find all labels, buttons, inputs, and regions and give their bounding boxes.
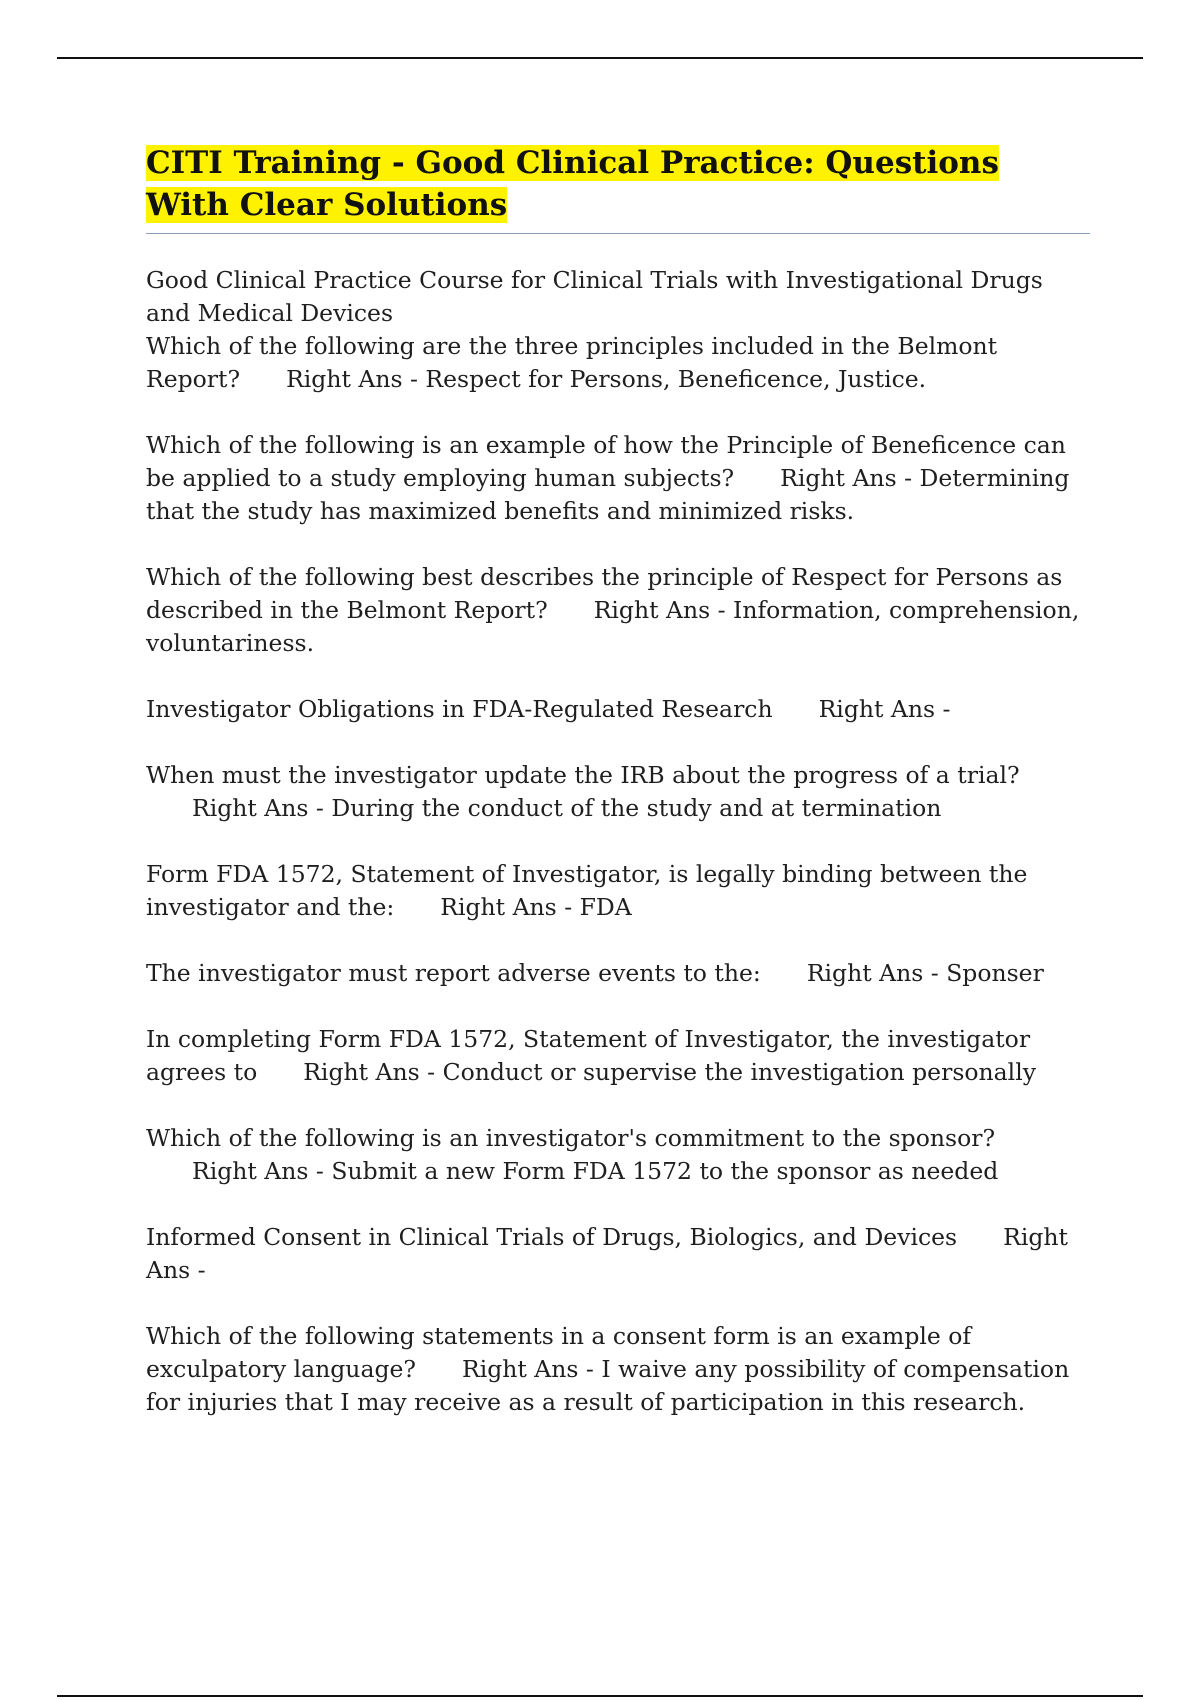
answer-text: Right Ans - Submit a new Form FDA 1572 to the sponsor as needed bbox=[192, 1157, 999, 1185]
answer-text: Right Ans - bbox=[818, 695, 951, 723]
answer-text: Right Ans - I waive any possibility of compensation for injuries that I may receive as a result of participation in this research. bbox=[146, 1355, 1070, 1416]
answer-text: Right Ans - FDA bbox=[440, 893, 632, 921]
qa-item bbox=[146, 429, 1090, 528]
answer-text: Right Ans - Determining that the study has maximized benefits and minimized risks. bbox=[146, 464, 1070, 525]
qa-item bbox=[146, 330, 1090, 396]
answer-text: Right Ans - Sponser bbox=[806, 959, 1044, 987]
question-text: Which of the following is an example of how the Principle of Beneficence can be applied to a study employing human subjects? bbox=[146, 431, 1066, 492]
question-text: Which of the following statements in a consent form is an example of exculpatory language? bbox=[146, 1322, 972, 1383]
question-text: Informed Consent in Clinical Trials of Drugs, Biologics, and Devices bbox=[146, 1223, 958, 1251]
page-top-rule bbox=[57, 57, 1143, 59]
qa-item bbox=[146, 1122, 1090, 1188]
document-title bbox=[146, 142, 1090, 226]
question-text: Which of the following best describes the principle of Respect for Persons as described in the Belmont Report? bbox=[146, 563, 1063, 624]
question-text: Which of the following is an investigator's commitment to the sponsor? bbox=[146, 1124, 996, 1152]
qa-item bbox=[146, 561, 1090, 660]
qa-item bbox=[146, 1320, 1090, 1419]
question-text: The investigator must report adverse events to the: bbox=[146, 959, 761, 987]
document-title-text: CITI Training - Good Clinical Practice: Questions With Clear Solutions bbox=[146, 145, 999, 223]
title-underline bbox=[146, 233, 1090, 234]
qa-item bbox=[146, 858, 1090, 924]
answer-text: Right Ans - Information, comprehension, voluntariness. bbox=[146, 596, 1080, 657]
qa-item bbox=[146, 693, 1090, 726]
qa-item bbox=[146, 1023, 1090, 1089]
answer-text: Right Ans - bbox=[146, 1223, 1068, 1284]
document-body bbox=[146, 142, 1090, 1419]
question-text: Investigator Obligations in FDA-Regulated Research bbox=[146, 695, 773, 723]
page-bottom-rule bbox=[57, 1695, 1143, 1697]
answer-text: Right Ans - Conduct or supervise the investigation personally bbox=[303, 1058, 1036, 1086]
question-text: Which of the following are the three principles included in the Belmont Report? bbox=[146, 332, 998, 393]
answer-text: Right Ans - Respect for Persons, Beneficence, Justice. bbox=[286, 365, 927, 393]
question-text: In completing Form FDA 1572, Statement of Investigator, the investigator agrees to bbox=[146, 1025, 1031, 1086]
qa-item bbox=[146, 957, 1090, 990]
course-heading: Good Clinical Practice Course for Clinical Trials with Investigational Drugs and Medical Devices bbox=[146, 266, 1043, 327]
qa-item bbox=[146, 1221, 1090, 1287]
question-text: Form FDA 1572, Statement of Investigator, is legally binding between the investigator and the: bbox=[146, 860, 1028, 921]
answer-text: Right Ans - During the conduct of the study and at termination bbox=[192, 794, 942, 822]
question-text: When must the investigator update the IRB about the progress of a trial? bbox=[146, 761, 1020, 789]
qa-item bbox=[146, 759, 1090, 825]
